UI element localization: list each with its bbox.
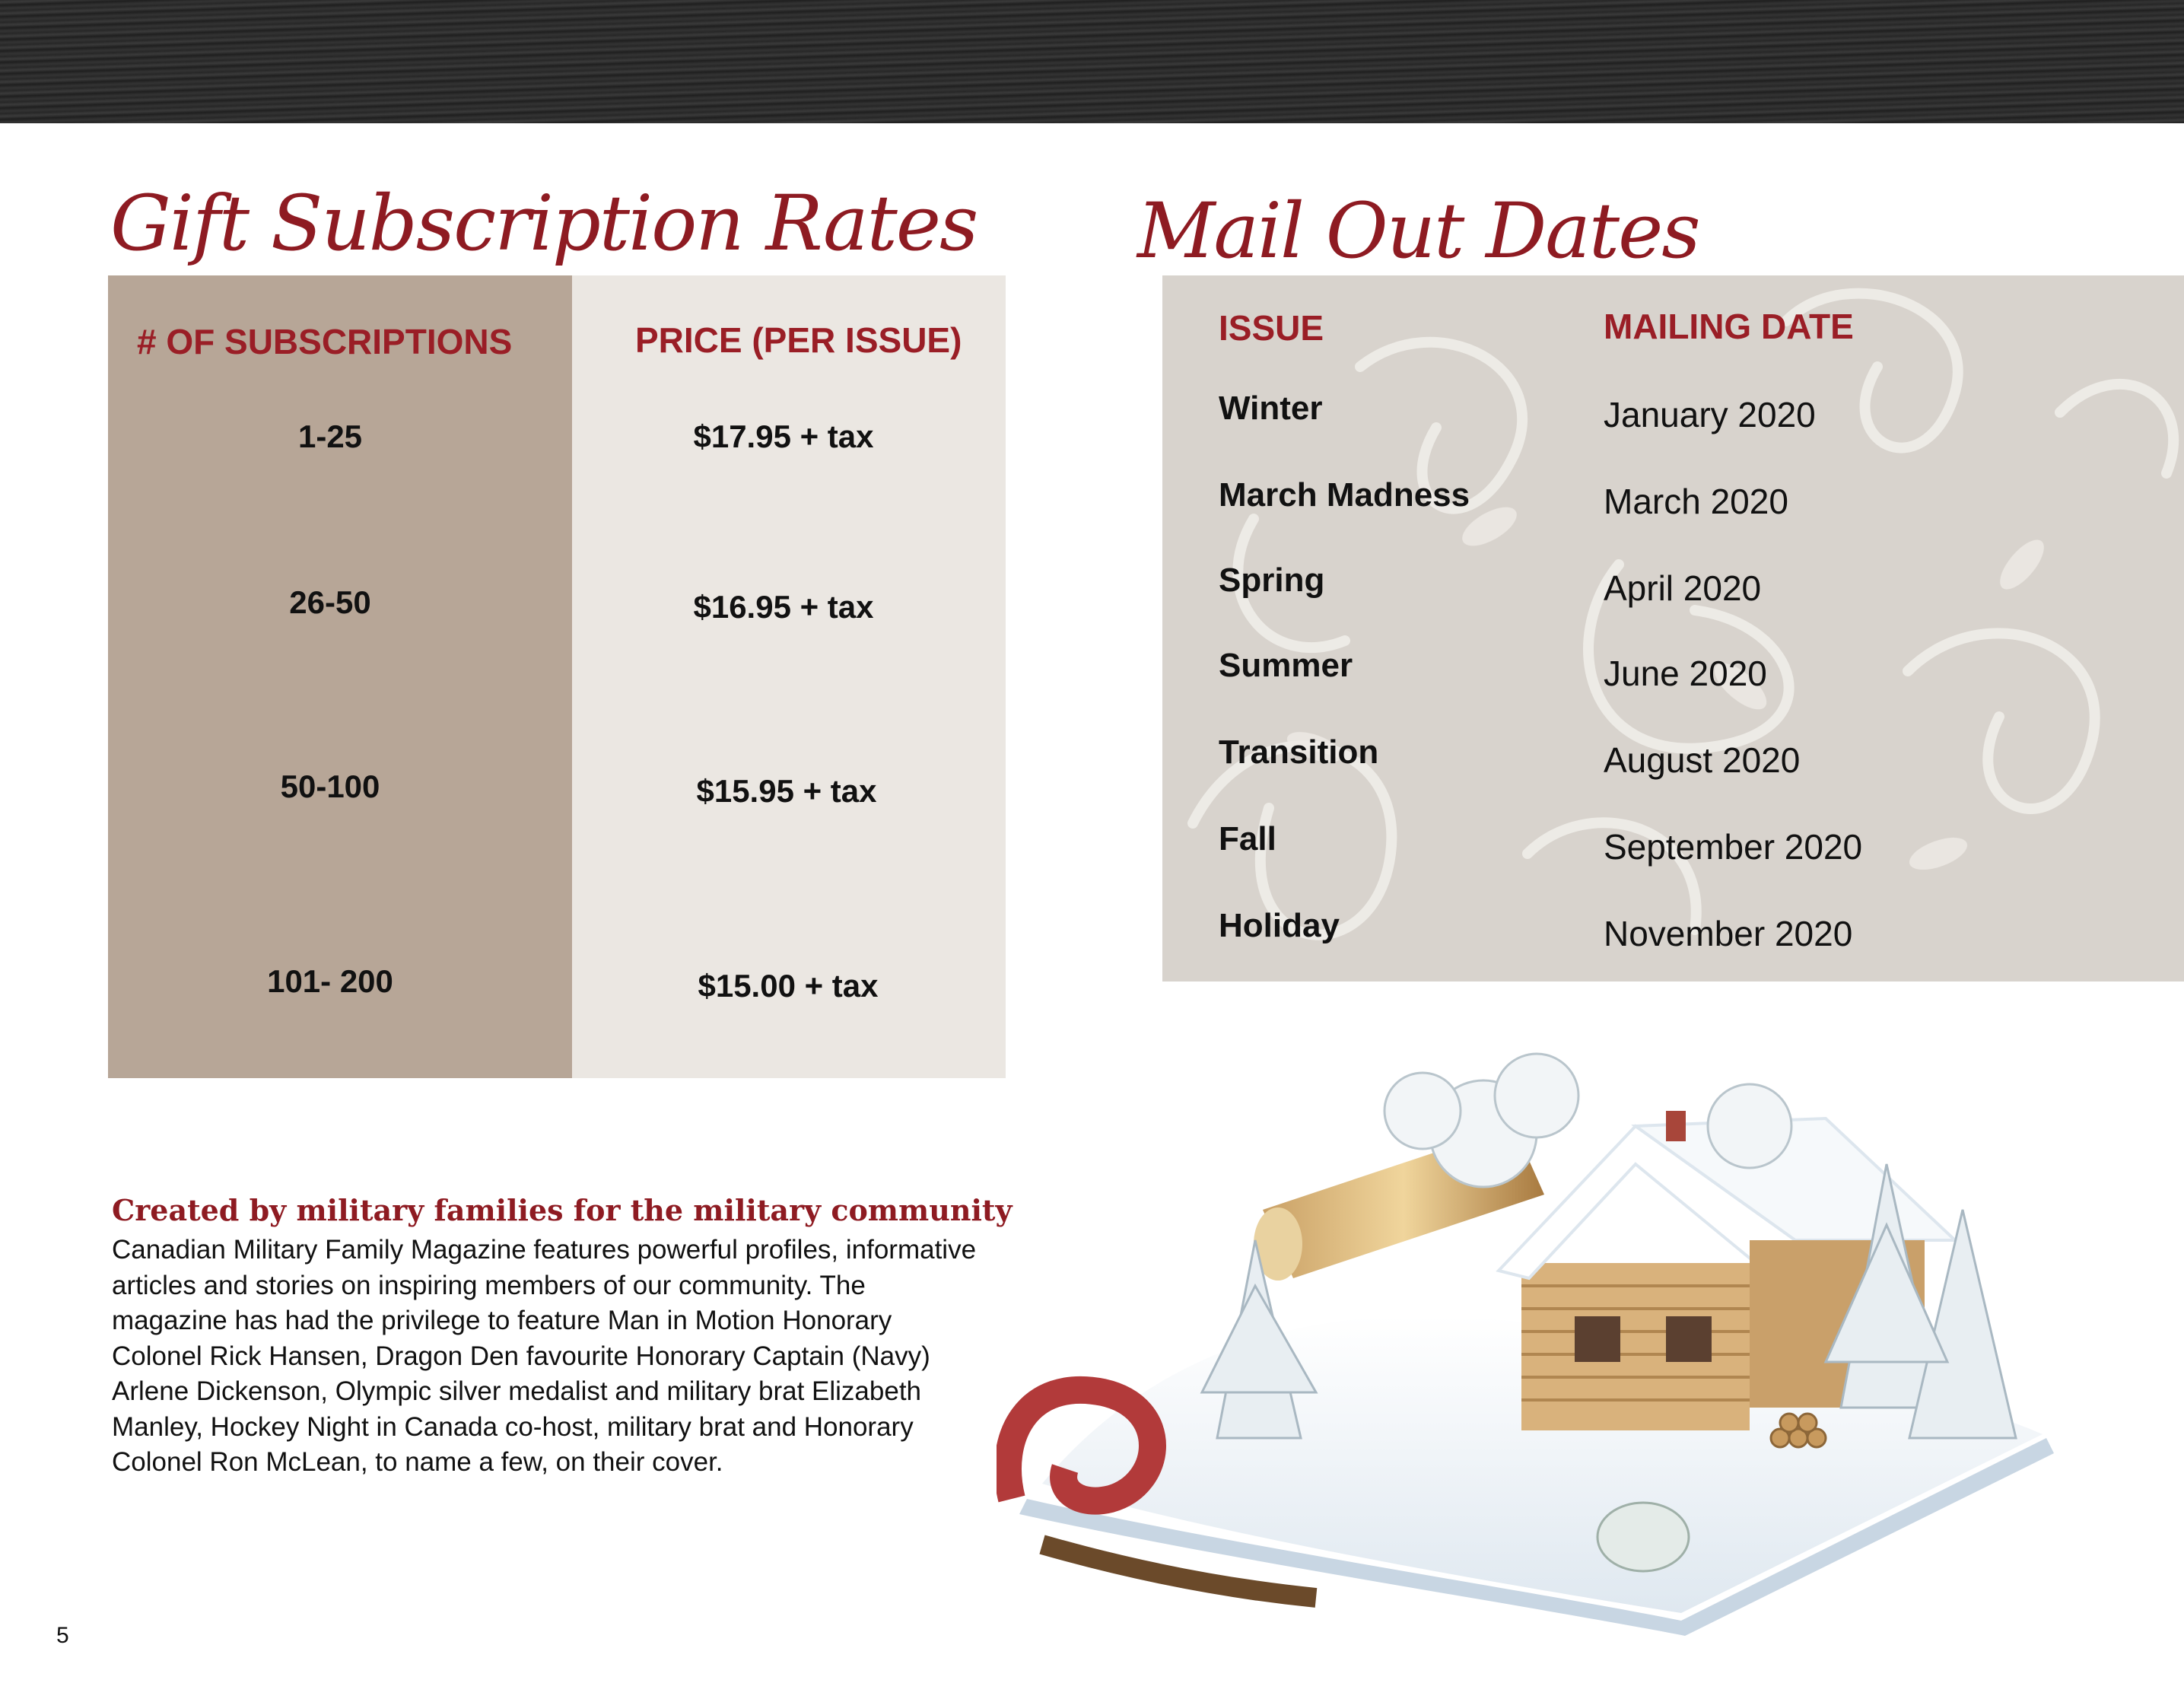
issue-name: Holiday bbox=[1219, 907, 1340, 944]
gift-rates-table bbox=[108, 275, 1006, 1078]
blurb-text: Canadian Military Family Magazine features powerful profiles, informative articles and stories on inspiring members of our community. The magazine has had the privilege to feature Man in Motion Honorary Colonel Rick Hansen, Dragon Den favourite Honorary Captain (Navy) Arlene Dickenson, Olympic silver medalist and military brat Elizabeth Manley, Hockey Night in Canada co-host, military brat and Honorary Colonel Ron McLean, to name a few, on their cover. bbox=[112, 1235, 977, 1477]
mailing-date: January 2020 bbox=[1604, 395, 1816, 434]
rate-subscriptions: 1-25 bbox=[297, 418, 363, 454]
mailing-date: November 2020 bbox=[1604, 914, 1853, 953]
mailing-date: August 2020 bbox=[1604, 740, 1801, 780]
blurb-title: Created by military families for the military community bbox=[112, 1193, 1013, 1227]
rate-price: $17.95 + tax bbox=[693, 418, 874, 454]
mailing-date: June 2020 bbox=[1604, 654, 1767, 693]
mailing-date-header: MAILING DATE bbox=[1604, 307, 1854, 346]
snowy-cabin-magazine-illustration bbox=[997, 1012, 2062, 1636]
mailing-date: September 2020 bbox=[1604, 827, 1863, 867]
rate-price: $16.95 + tax bbox=[693, 589, 874, 625]
issue-name: Winter bbox=[1219, 390, 1323, 427]
gift-rates-title: Gift Subscription Rates bbox=[110, 179, 978, 268]
rate-subscriptions: 101- 200 bbox=[267, 963, 393, 999]
wood-texture-banner bbox=[0, 0, 2184, 123]
subscriptions-column bbox=[108, 275, 572, 1078]
subscriptions-header: # OF SUBSCRIPTIONS bbox=[137, 322, 513, 361]
rate-price: $15.00 + tax bbox=[698, 968, 879, 1004]
issue-name: Transition bbox=[1219, 733, 1379, 771]
price-column bbox=[572, 275, 1006, 1078]
mail-out-dates-panel bbox=[1162, 275, 2184, 982]
rate-price: $15.95 + tax bbox=[696, 773, 877, 809]
rate-subscriptions: 26-50 bbox=[289, 584, 371, 620]
mailing-date: April 2020 bbox=[1604, 568, 1762, 608]
mailing-date: March 2020 bbox=[1604, 482, 1788, 521]
price-header: PRICE (PER ISSUE) bbox=[635, 320, 962, 360]
mail-out-title: Mail Out Dates bbox=[1137, 186, 1699, 275]
swirl-pattern bbox=[1162, 275, 2184, 982]
rate-subscriptions: 50-100 bbox=[280, 768, 380, 804]
issue-name: Fall bbox=[1219, 820, 1276, 857]
page-number: 5 bbox=[56, 1623, 69, 1648]
issue-header: ISSUE bbox=[1219, 308, 1324, 348]
issue-name: March Madness bbox=[1219, 476, 1470, 514]
issue-name: Summer bbox=[1219, 647, 1353, 684]
issue-name: Spring bbox=[1219, 562, 1325, 599]
